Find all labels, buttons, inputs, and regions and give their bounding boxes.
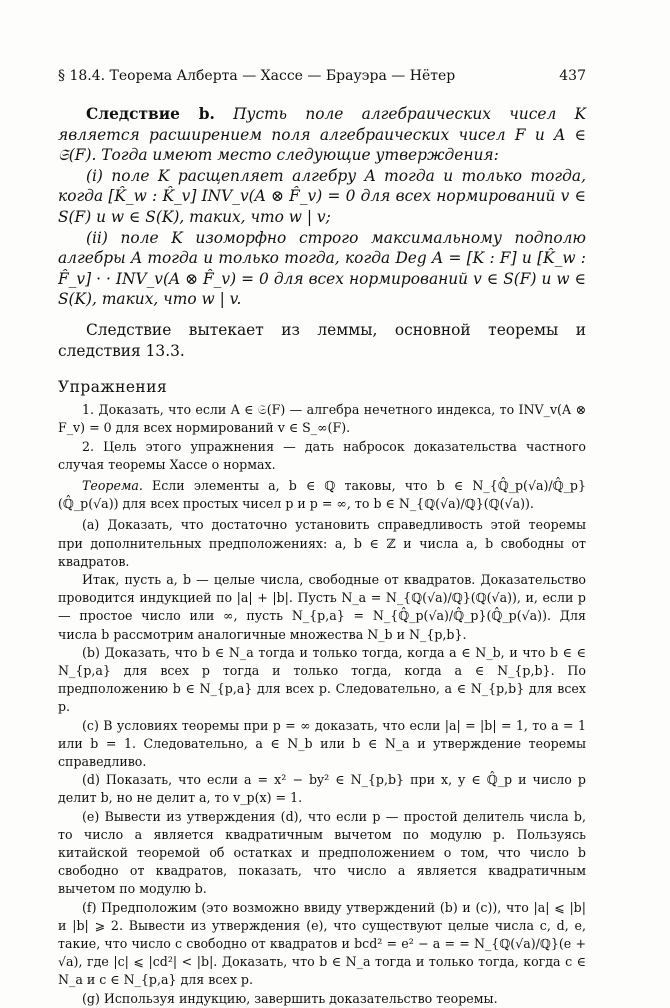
exercise-2f: (f) Предположим (это возможно ввиду утверждений (b) и (c)), что |a| ⩽ |b| и |b| ⩾ 2. Вывести из утверждения (e), что существуют целые числа c, d, e, такие, что число c свободно от квадратов и bcd² = e² − a = = N_{ℚ(√a)/ℚ}(e + √a), где |c| ⩽ |cd²| < |b|. Доказать, что b ∈ N_a тогда и только тогда, когда c ∈ N_a и c ∈ N_{p,a} для всех p. [58,899,586,988]
page-body [58,104,586,1008]
theorem-label: Теорема. [82,477,143,493]
exercise-2a: (a) Доказать, что достаточно установить справедливость этой теоремы при дополнительных предположениях: a, b ∈ ℤ и числа a, b свободны от квадратов. [58,517,586,569]
corollary-intro-paragraph [58,104,586,166]
corollary-item-ii: (ii) поле K изоморфно строго максимальному подполю алгебры A тогда и только тогда, когда Deg A = [K : F] и [K̂_w : F̂_v] · · INV_v(A ⊗ F̂_v) = 0 для всех нормирований v ∈ S(F) и w ∈ S(K), таких, что w | v. [58,228,586,309]
exercise-2d: (d) Показать, что если a = x² − by² ∈ N_{p,b} при x, y ∈ ℚ̂_p и число p делит b, но не делит a, то v_p(x) = 1. [58,772,586,806]
exercises-heading: Упражнения [58,378,168,397]
theorem-text: Если элементы a, b ∈ ℚ таковы, что b ∈ N_{ℚ̂_p(√a)/ℚ̂_p}(ℚ̂_p(√a)) для всех простых чисел p и p = ∞, то b ∈ N_{ℚ(√a)/ℚ}(ℚ(√a)). [58,477,586,512]
page-number: 437 [559,68,586,84]
running-header [58,68,586,88]
exercise-1: 1. Доказать, что если A ∈ 𝔖(F) — алгебра нечетного индекса, то INV_v(A ⊗ F_v) = 0 для всех нормирований v ∈ S_∞(F). [58,402,586,436]
exercises-list [58,401,586,1008]
exercise-2: 2. Цель этого упражнения — дать набросок доказательства частного случая теоремы Хассе о нормах. [58,438,586,472]
exercise-2g: (g) Используя индукцию, завершить доказательство теоремы. [82,990,498,1006]
corollary-label: Следствие b. [86,105,215,123]
corollary-intro: Пусть поле алгебраических чисел K является расширением поля алгебраических чисел F и A ∈ 𝔖(F). Тогда имеют место следующие утверждения: [58,105,587,165]
proof-paragraph: Следствие вытекает из леммы, основной теоремы и следствия 13.3. [58,320,586,360]
exercise-2c: (c) В условиях теоремы при p = ∞ доказать, что если |a| = |b| = 1, то a = 1 или b = 1. Следовательно, a ∈ N_b или b ∈ N_a и утверждение теоремы справедливо. [58,717,586,769]
header-title: § 18.4. Теорема Алберта — Хассе — Брауэра — Нётер [58,68,456,84]
corollary-b [58,104,586,310]
theorem-paragraph [58,477,586,513]
exercise-2e: (e) Вывести из утверждения (d), что если p — простой делитель числа b, то число a является квадратичным вычетом по модулю p. Пользуясь китайской теоремой об остатках и предположением о том, что число b свободно от квадратов, показать, что число a является квадратичным вычетом по модулю b. [58,808,586,897]
corollary-item-i: (i) поле K расщепляет алгебру A тогда и только тогда, когда [K̂_w : K̂_v] INV_v(A ⊗ F̂_v) = 0 для всех нормирований v ∈ S(F) и w ∈ S(K), таких, что w | v; [58,166,586,226]
exercise-2b: (b) Доказать, что b ∈ N_a тогда и только тогда, когда a ∈ N_b, и что b ∈ ∈ N_{p,a} для всех p тогда и только тогда, когда a ∈ N_{p,b}. По предположению b ∈ N_{p,a} для всех p. Следовательно, a ∈ N_{p,b} для всех p. [58,644,586,715]
exercise-2a-continued: Итак, пусть a, b — целые числа, свободные от квадратов. Доказательство проводится индукцией по |a| + |b|. Пусть N_a = N_{ℚ(√a)/ℚ}(ℚ(√a)), и, если p — простое число или ∞, пусть N_{p,a} = N_{ℚ̂_p(√a)/ℚ̂_p}(ℚ̂_p(√a)). Для числа b рассмотрим аналогичные множества N_b и N_{p,b}. [58,571,586,642]
